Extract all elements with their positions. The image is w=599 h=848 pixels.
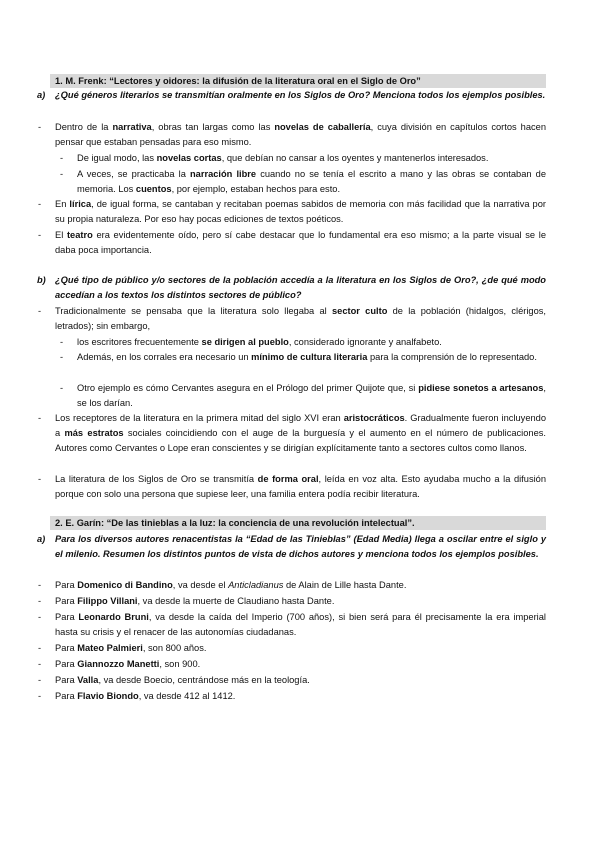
bullet-dash: -: [38, 659, 42, 669]
section-1-heading: 1. M. Frenk: “Lectores y oidores: la difusión de la literatura oral en el Siglo de Oro”: [50, 74, 546, 88]
bullet-dash: -: [38, 675, 42, 685]
list-item-text: La literatura de los Siglos de Oro se transmitía de forma oral, leída en voz alta. Esto ayudaba mucho a la difusión porque con solo una persona que supiese leer, una familia entera podía recibir literatura.: [55, 474, 546, 499]
list-item-text: Para Flavio Biondo, va desde 412 al 1412.: [55, 691, 236, 701]
bullet-dash: -: [38, 474, 42, 484]
question-text: ¿Qué géneros literarios se transmitían oralmente en los Siglos de Oro? Menciona todos los ejemplos posibles.: [55, 90, 546, 100]
bullet-dash: -: [38, 230, 42, 240]
list-item-text: Para Giannozzo Manetti, son 900.: [55, 659, 201, 669]
list-item-text: A veces, se practicaba la narración libre cuando no se tenía el escrito a mano y las obras se contaban de memoria. Los cuentos, por ejemplo, estaban hechos para esto.: [77, 169, 547, 194]
bullet-dash: -: [38, 691, 42, 701]
bullet-dash: -: [38, 122, 42, 132]
bullet-dash: -: [38, 580, 42, 590]
bullet-dash: -: [38, 306, 42, 316]
list-item-text: Dentro de la narrativa, obras tan largas como las novelas de caballería, cuya división en capítulos cortos hacen pensar que estaban pensadas para eso mismo.: [55, 122, 546, 147]
bullet-dash: -: [38, 413, 42, 423]
bullet-dash: -: [60, 383, 64, 393]
list-item-text: En lírica, de igual forma, se cantaban y recitaban poemas sabidos de memoria con más facilidad que la narrativa por su propia naturaleza. Por eso hay pocas ediciones de textos poéticos.: [55, 199, 546, 224]
list-item-text: Otro ejemplo es cómo Cervantes asegura en el Prólogo del primer Quijote que, si pidiese sonetos a artesanos, se los darían.: [77, 383, 546, 408]
bullet-dash: -: [38, 596, 42, 606]
list-item-text: Para Valla, va desde Boecio, centrándose más en la teología.: [55, 675, 310, 685]
bullet-dash: -: [38, 199, 42, 209]
bullet-dash: -: [38, 643, 42, 653]
bullet-dash: -: [60, 169, 64, 179]
bullet-dash: -: [60, 352, 64, 362]
question-marker: a): [37, 534, 46, 544]
list-item-text: Además, en los corrales era necesario un mínimo de cultura literaria para la comprensión de lo representado.: [77, 352, 537, 362]
bullet-dash: -: [60, 337, 64, 347]
list-item-text: Para Leonardo Bruni, va desde la caída del Imperio (700 años), si bien será para él precisamente la era imperial hasta su crisis y el renacer de las autonomías ciudadanas.: [55, 612, 546, 637]
bullet-dash: -: [38, 612, 42, 622]
bullet-dash: -: [60, 153, 64, 163]
section-2-heading: 2. E. Garín: “De las tinieblas a la luz: la conciencia de una revolución intelectual”.: [50, 516, 546, 530]
list-item-text: El teatro era evidentemente oído, pero sí cabe destacar que lo fundamental era eso mismo; a la parte visual se le daba poca importancia.: [55, 230, 546, 255]
question-text: ¿Qué tipo de público y/o sectores de la población accedía a la literatura en los Siglos de Oro?, ¿de qué modo accedían a los textos los distintos sectores de público?: [55, 275, 546, 300]
question-marker: b): [37, 275, 46, 285]
list-item-text: Para Filippo Villani, va desde la muerte de Claudiano hasta Dante.: [55, 596, 335, 606]
list-item-text: los escritores frecuentemente se dirigen al pueblo, considerado ignorante y analfabeto.: [77, 337, 442, 347]
list-item-text: De igual modo, las novelas cortas, que debían no cansar a los oyentes y mantenerlos interesados.: [77, 153, 489, 163]
list-item-text: Para Domenico di Bandino, va desde el Anticladianus de Alain de Lille hasta Dante.: [55, 580, 407, 590]
list-item-text: Tradicionalmente se pensaba que la literatura solo llegaba al sector culto de la población (hidalgos, clérigos, letrados); sin embargo,: [55, 306, 546, 331]
list-item-text: Para Mateo Palmieri, son 800 años.: [55, 643, 207, 653]
list-item-text: Los receptores de la literatura en la primera mitad del siglo XVI eran aristocráticos. Gradualmente fueron incluyendo a más estratos sociales coincidiendo con el auge de la burguesía y el aumento en el número de publicaciones. Autores como Cervantes o Lope eran conscientes y se dirigían explícitamente tanto a sectores cultos como llanos.: [55, 413, 546, 453]
question-text: Para los diversos autores renacentistas la “Edad de las Tinieblas” (Edad Media) llega a oscilar entre el siglo y el milenio. Resumen los distintos puntos de vista de dichos autores y menciona todos los ejemplos posibles.: [55, 534, 546, 559]
question-marker: a): [37, 90, 46, 100]
